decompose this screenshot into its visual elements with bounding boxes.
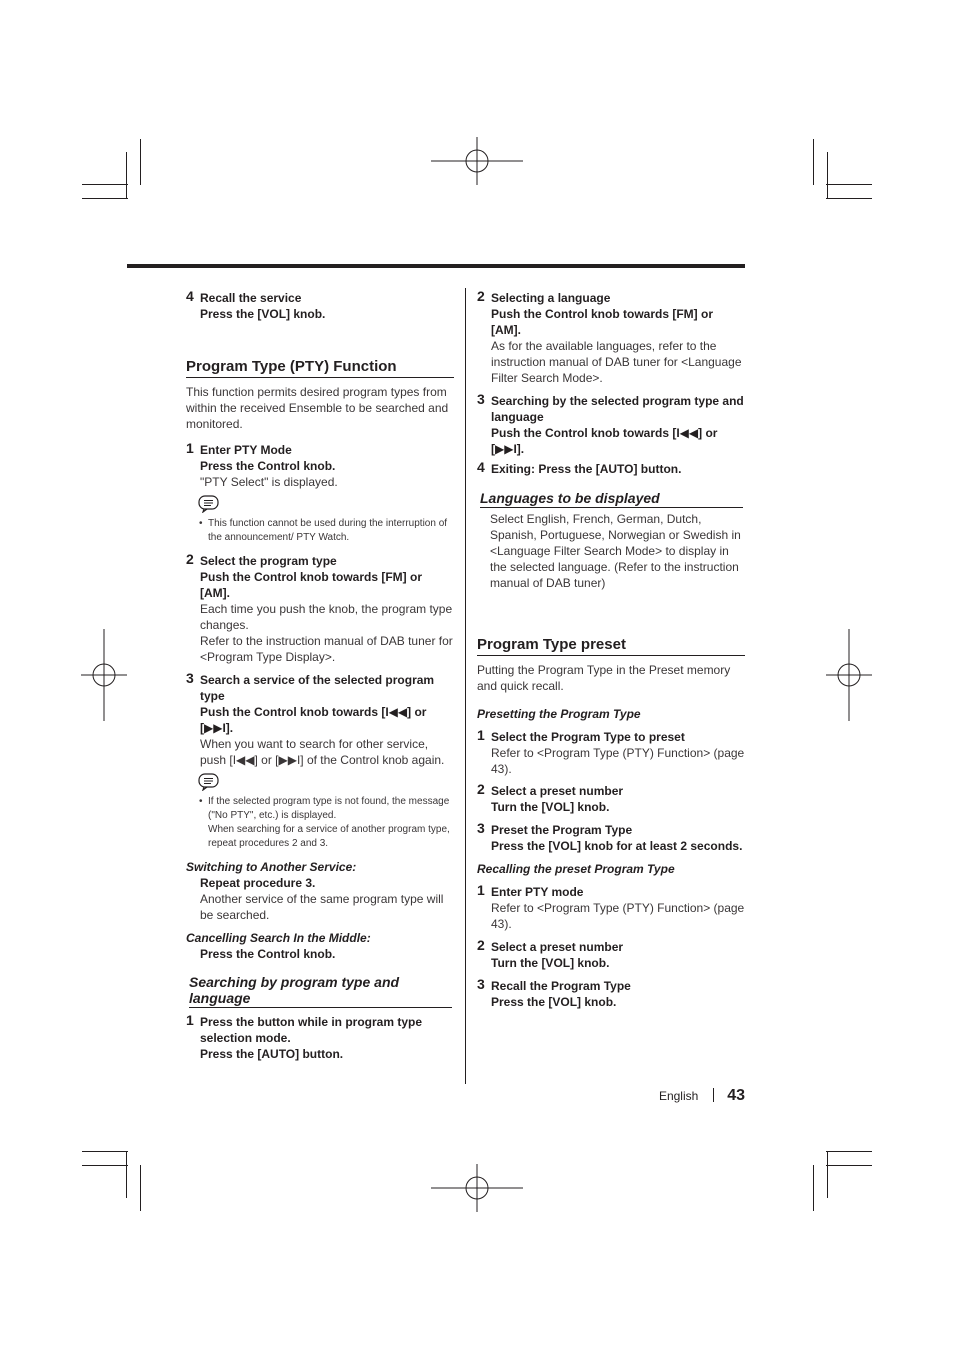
preset-step-1 <box>477 729 745 777</box>
step-action: Push the Control knob towards [I◀◀] or [▶▶I]. <box>200 705 427 735</box>
step-text: As for the available languages, refer to the instruction manual of DAB tuner for <Language Filter Search Mode>. <box>491 339 742 385</box>
step-text: Refer to the instruction manual of DAB tuner for <Program Type Display>. <box>200 634 453 664</box>
step-action: Press the [VOL] knob for at least 2 seconds. <box>491 839 743 853</box>
step-action: Turn the [VOL] knob. <box>491 956 610 970</box>
step-title: Exiting: Press the [AUTO] button. <box>491 462 682 476</box>
step-title: Recall the Program Type <box>491 979 631 993</box>
step-number: 1 <box>477 727 485 743</box>
step-number: 3 <box>477 820 485 836</box>
page-number: 43 <box>727 1087 745 1104</box>
note-icon <box>198 773 220 791</box>
recalling-heading: Recalling the preset Program Type <box>477 862 675 876</box>
step-action: Push the Control knob towards [I◀◀] or [▶▶I]. <box>491 426 718 456</box>
step-number: 3 <box>477 391 485 407</box>
registration-mark-icon <box>431 1164 523 1212</box>
step-action: Push the Control knob towards [FM] or [AM]. <box>491 307 713 337</box>
footer-language: English <box>658 1089 699 1103</box>
note-content: When searching for a service of another program type, repeat procedures 2 and 3. <box>208 824 450 849</box>
step-action: Turn the [VOL] knob. <box>491 800 610 814</box>
step-title: Preset the Program Type <box>491 823 633 837</box>
registration-mark-icon <box>81 629 127 721</box>
preset-intro: Putting the Program Type in the Preset memory and quick recall. <box>477 663 731 693</box>
step-action: Push the Control knob towards [FM] or [AM]. <box>200 570 422 600</box>
step-title: Selecting a language <box>491 291 611 305</box>
step-number: 3 <box>477 976 485 992</box>
section-heading-search-language: Searching by program type and language <box>189 974 452 1008</box>
step-title: Searching by the selected program type and language <box>491 394 744 424</box>
step-action: Press the [AUTO] button. <box>200 1047 344 1061</box>
step-4-recall <box>186 290 454 322</box>
step-action: Press the [VOL] knob. <box>491 995 617 1009</box>
step-title: Select a preset number <box>491 784 624 798</box>
note-text: • If the selected program type is not found, the message ("No PTY", etc.) is displayed. When searching for a service of another program type, repeat procedures 2 and 3. <box>199 796 450 849</box>
note-content: This function cannot be used during the interruption of the announcement/ PTY Watch. <box>208 518 448 543</box>
column-divider <box>465 288 466 1084</box>
step-3-search-language <box>477 393 745 457</box>
step-number: 2 <box>477 288 485 304</box>
pty-intro: This function permits desired program types from within the received Ensemble to be searched and monitored. <box>186 385 449 431</box>
step-title: Select a preset number <box>491 940 624 954</box>
step-title: Enter PTY Mode <box>200 443 292 457</box>
step-title: Press the button while in program type selection mode. <box>200 1015 423 1045</box>
step-number: 2 <box>477 937 485 953</box>
step-number: 2 <box>477 781 485 797</box>
page-footer <box>620 1087 745 1105</box>
step-1-enter-pty <box>186 442 454 490</box>
left-column <box>186 290 454 1062</box>
step-number: 4 <box>477 459 485 475</box>
step-text: Refer to <Program Type (PTY) Function> (page 43). <box>491 901 745 931</box>
recall-step-2 <box>477 939 745 971</box>
step-title: Select the Program Type to preset <box>491 730 685 744</box>
step-text: Refer to <Program Type (PTY) Function> (page 43). <box>491 746 745 776</box>
presetting-heading: Presetting the Program Type <box>477 707 641 721</box>
step-action: Press the [VOL] knob. <box>200 307 326 321</box>
section-heading-preset: Program Type preset <box>477 636 745 656</box>
preset-step-3 <box>477 822 745 854</box>
switching-heading: Switching to Another Service: <box>186 860 357 874</box>
step-number: 1 <box>477 882 485 898</box>
step-text: When you want to search for other service, push [I◀◀] or [▶▶I] of the Control knob again. <box>200 737 445 767</box>
languages-text: Select English, French, German, Dutch, Spanish, Portuguese, Norwegian or Swedish in <Language Filter Search Mode> to display in the selected language. (Refer to the instruction manual of DAB tuner) <box>490 512 741 590</box>
registration-mark-icon <box>431 137 523 185</box>
note-icon <box>198 495 220 513</box>
header-rule <box>127 264 745 268</box>
section-heading-pty: Program Type (PTY) Function <box>186 358 454 378</box>
switching-body <box>186 875 454 923</box>
switching-text: Another service of the same program type will be searched. <box>200 892 444 922</box>
step-3-search <box>186 672 454 768</box>
step-text: Each time you push the knob, the program type changes. <box>200 602 453 632</box>
step-title: Enter PTY mode <box>491 885 584 899</box>
right-column <box>477 290 745 1010</box>
note-content: If the selected program type is not found, the message ("No PTY", etc.) is displayed. <box>208 796 450 821</box>
step-number: 4 <box>186 288 194 304</box>
step-4-exiting <box>477 461 745 477</box>
step-action: Press the Control knob. <box>200 459 336 473</box>
recall-step-1 <box>477 884 745 932</box>
step-number: 1 <box>186 440 194 456</box>
footer-separator <box>713 1088 714 1102</box>
switching-action: Repeat procedure 3. <box>200 876 316 890</box>
step-2-select-language <box>477 290 745 386</box>
step-1-press-button <box>186 1014 454 1062</box>
step-title: Select the program type <box>200 554 337 568</box>
cancelling-body <box>186 946 454 962</box>
step-title: Search a service of the selected program type <box>200 673 435 703</box>
preset-step-2 <box>477 783 745 815</box>
note-text: • This function cannot be used during the interruption of the announcement/ PTY Watch. <box>199 518 448 543</box>
section-heading-languages: Languages to be displayed <box>480 490 743 508</box>
registration-mark-icon <box>826 629 872 721</box>
step-2-select-type <box>186 553 454 665</box>
recall-step-3 <box>477 978 745 1010</box>
step-text: "PTY Select" is displayed. <box>200 475 338 489</box>
step-number: 3 <box>186 670 194 686</box>
step-number: 2 <box>186 551 194 567</box>
cancelling-action: Press the Control knob. <box>200 947 336 961</box>
cancelling-heading: Cancelling Search In the Middle: <box>186 931 371 945</box>
step-title: Recall the service <box>200 291 302 305</box>
step-number: 1 <box>186 1012 194 1028</box>
